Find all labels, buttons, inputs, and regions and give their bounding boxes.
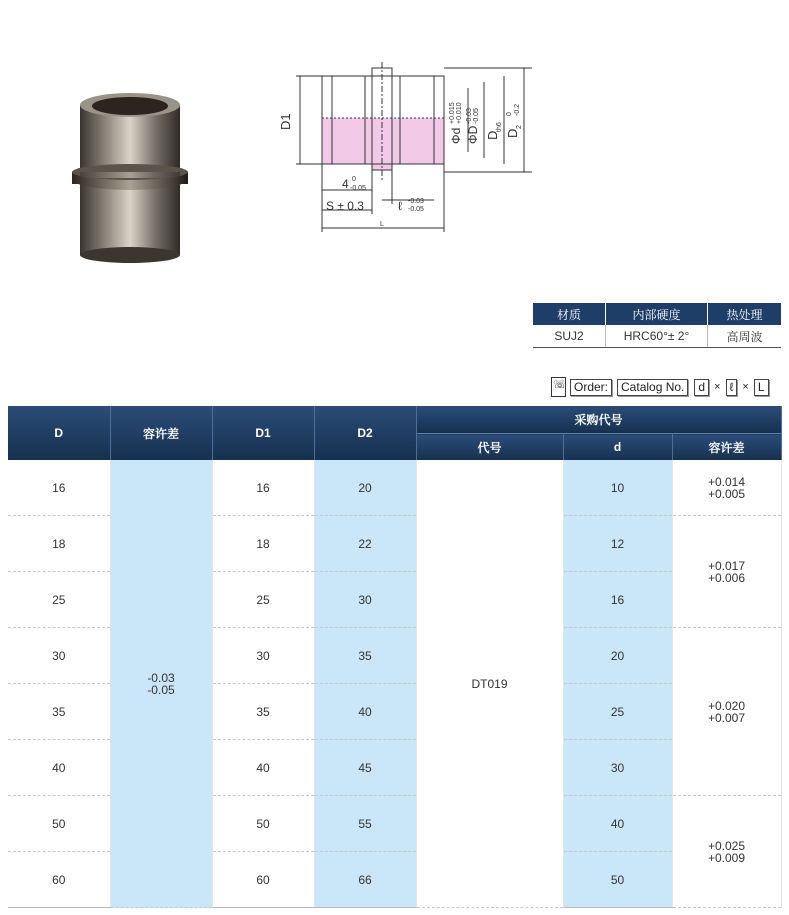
col-header-d: d [563, 434, 672, 461]
cell-D1: 25 [212, 572, 314, 628]
order-separator: × [714, 381, 721, 393]
material-table [533, 303, 781, 348]
dim-L: L [380, 221, 384, 228]
order-label: Order: [570, 379, 612, 396]
cell-D2: 20 [314, 460, 416, 516]
svg-text:+0.010: +0.010 [456, 102, 463, 124]
order-field-d: d [694, 379, 709, 396]
heat-treatment-value: 高周波 [708, 325, 782, 348]
cell-D2: 35 [314, 628, 416, 684]
svg-text:-0.03: -0.03 [466, 108, 473, 124]
dim-four: 4 [342, 177, 349, 191]
cell-D1: 16 [212, 460, 314, 516]
cell-d: 12 [563, 516, 672, 572]
dim-s: S ± 0.3 [326, 199, 364, 213]
cell-d: 10 [563, 460, 672, 516]
material-header: 材质 [533, 303, 606, 325]
dim-phi-D: ΦD [466, 125, 480, 144]
cell-D: 40 [8, 740, 110, 796]
cell-D2: 40 [314, 684, 416, 740]
cell-D1: 30 [212, 628, 314, 684]
dim-d2: D [505, 128, 520, 138]
svg-text:-0.03: -0.03 [408, 198, 424, 205]
cell-D: 35 [8, 684, 110, 740]
cell-d: 30 [563, 740, 672, 796]
cell-D1: 50 [212, 796, 314, 852]
material-value: SUJ2 [533, 325, 606, 348]
svg-text:0: 0 [352, 176, 356, 183]
cell-D: 18 [8, 516, 110, 572]
cell-D1: 40 [212, 740, 314, 796]
heat-treatment-header: 热处理 [708, 303, 782, 325]
svg-text:-0.2: -0.2 [514, 103, 521, 116]
cell-D: 25 [8, 572, 110, 628]
cell-d-tolerance: +0.017 +0.006 [672, 516, 781, 628]
cell-D: 60 [8, 852, 110, 908]
cell-tolerance: -0.03 -0.05 [110, 460, 212, 908]
cell-D2: 66 [314, 852, 416, 908]
hardness-header: 内部硬度 [606, 303, 708, 325]
svg-text:+0.015: +0.015 [449, 102, 456, 124]
cell-d: 40 [563, 796, 672, 852]
hardness-value: HRC60°± 2° [606, 325, 708, 348]
cell-d: 16 [563, 572, 672, 628]
col-header-D2: D2 [314, 406, 416, 460]
col-header-D1: D1 [212, 406, 314, 460]
svg-text:-0.05: -0.05 [473, 108, 480, 124]
cell-d: 50 [563, 852, 672, 908]
product-photo [60, 80, 200, 270]
cell-D: 16 [8, 460, 110, 516]
svg-text:0: 0 [506, 112, 513, 116]
order-field-L: L [754, 379, 769, 396]
col-header-tolerance: 容许差 [110, 406, 212, 460]
cell-d: 25 [563, 684, 672, 740]
order-format [551, 376, 769, 398]
cell-D: 30 [8, 628, 110, 684]
cell-code: DT019 [416, 460, 563, 908]
cell-d-tolerance: +0.014 +0.005 [672, 460, 781, 516]
col-header-D: D [8, 406, 110, 460]
phone-icon [551, 377, 566, 397]
cell-D2: 55 [314, 796, 416, 852]
col-header-code: 代号 [416, 434, 563, 461]
svg-text:2: 2 [516, 125, 523, 129]
technical-drawing [270, 60, 570, 250]
dim-d-th6: D [485, 130, 500, 140]
col-header-d-tolerance: 容许差 [672, 434, 781, 461]
cell-d-tolerance: +0.025 +0.009 [672, 796, 781, 908]
cell-D2: 22 [314, 516, 416, 572]
cell-D: 50 [8, 796, 110, 852]
cell-D2: 45 [314, 740, 416, 796]
cell-D1: 60 [212, 852, 314, 908]
svg-text:th6: th6 [496, 122, 503, 132]
order-field-l-small: ℓ [726, 379, 738, 396]
cell-D1: 18 [212, 516, 314, 572]
col-header-purchase-code: 采购代号 [416, 406, 781, 434]
dim-phi-d: Φd [449, 127, 463, 144]
table-row [8, 460, 781, 516]
dim-l-small: ℓ [398, 199, 402, 213]
svg-text:-0.05: -0.05 [350, 185, 366, 192]
cell-d-tolerance: +0.020 +0.007 [672, 628, 781, 796]
spec-table [8, 406, 782, 908]
cell-d: 20 [563, 628, 672, 684]
order-field-catalog: Catalog No. [617, 379, 688, 396]
cell-D2: 30 [314, 572, 416, 628]
dim-d1: D1 [278, 113, 293, 130]
svg-text:-0.05: -0.05 [408, 206, 424, 213]
order-separator: × [742, 381, 749, 393]
cell-D1: 35 [212, 684, 314, 740]
